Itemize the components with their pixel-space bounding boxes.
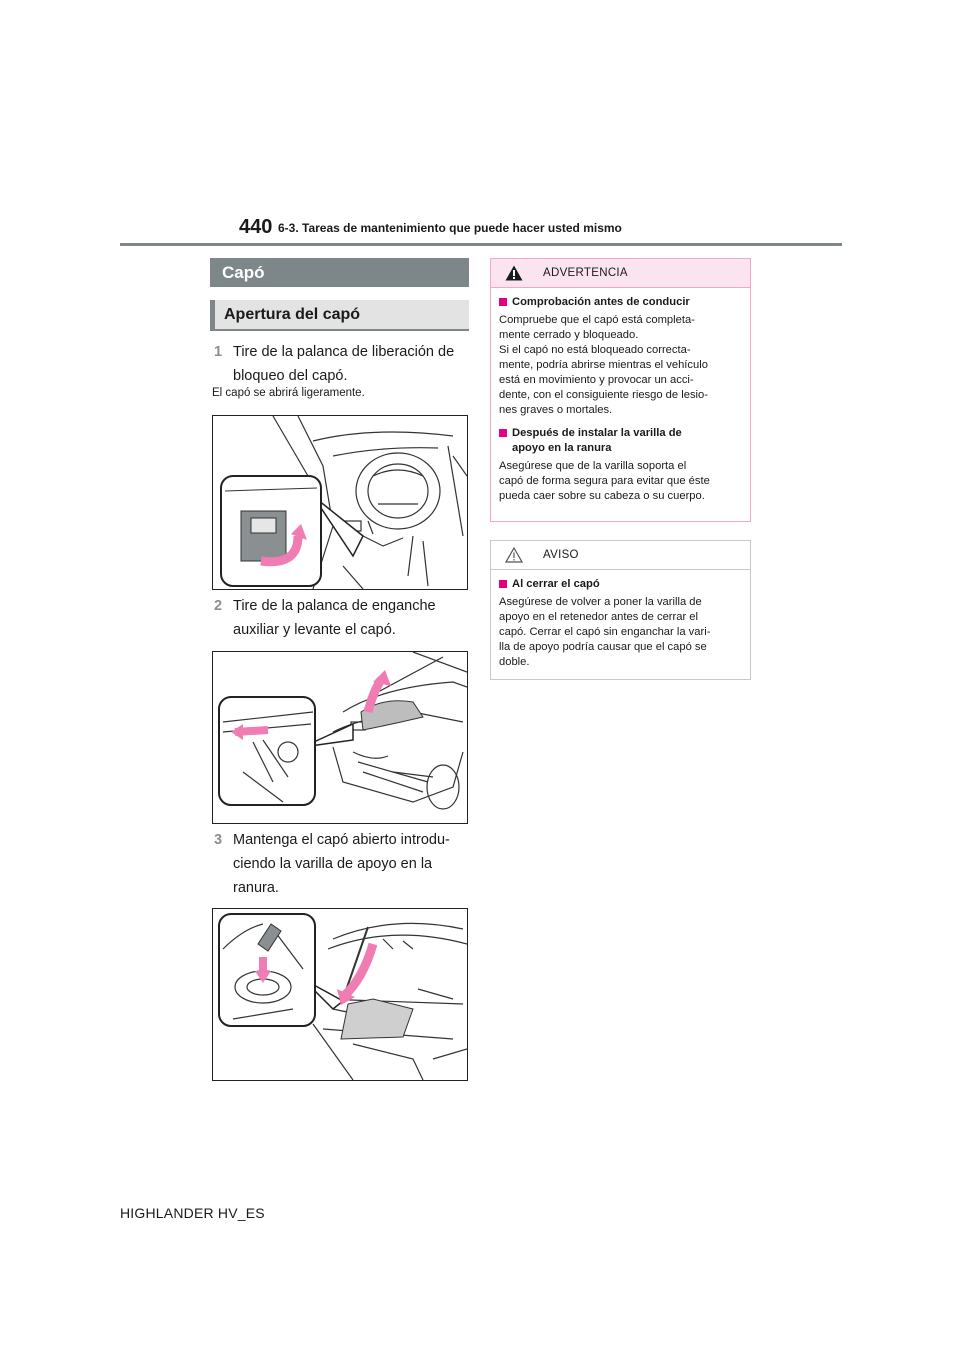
step-number: 3 (214, 832, 223, 848)
bullet-square-icon (499, 298, 507, 306)
step-1 (214, 340, 476, 388)
step-number: 2 (214, 598, 223, 614)
step-line: ciendo la varilla de apoyo en la (233, 856, 433, 872)
step-line: ranura. (233, 880, 279, 896)
bullet-square-icon (499, 429, 507, 437)
step-note: El capó se abrirá ligeramente. (212, 387, 365, 399)
warning-item-title (499, 426, 742, 456)
step-line: Tire de la palanca de enganche (233, 598, 436, 614)
warning-triangle-icon (505, 265, 523, 281)
step-3 (214, 828, 476, 900)
step-line: Mantenga el capó abierto introdu- (233, 832, 450, 848)
notice-item-title-text: Al cerrar el capó (512, 578, 600, 590)
warning-item-title-text: Después de instalar la varilla de apoyo en la ranura (512, 427, 682, 454)
chapter-title: 6-3. Tareas de mantenimiento que puede hacer usted mismo (278, 221, 622, 235)
caution-triangle-icon (505, 547, 523, 563)
warning-label: ADVERTENCIA (543, 267, 628, 279)
notice-header (491, 541, 750, 570)
warning-item-text: Asegúrese que de la varilla soporta el capó de forma segura para evitar que éste pueda caer sobre su cabeza o su cuerpo. (499, 460, 710, 502)
page-number: 440 (239, 216, 273, 238)
bullet-square-icon (499, 580, 507, 588)
hood-release-illustration (212, 415, 468, 590)
warning-box (490, 258, 751, 522)
warning-item-title-text: Comprobación antes de conducir (512, 296, 690, 308)
step-line: Tire de la palanca de liberación de (233, 344, 455, 360)
support-rod-illustration (212, 908, 468, 1081)
notice-item-title (499, 577, 742, 592)
step-number: 1 (214, 344, 223, 360)
header-divider (120, 243, 842, 246)
auxiliary-catch-illustration (212, 651, 468, 824)
notice-item-text: Asegúrese de volver a poner la varilla de apoyo en el retenedor antes de cerrar el capó. Cerrar el capó sin enganchar la vari- lla de apoyo podría causar que el capó se doble. (499, 596, 711, 668)
step-line: bloqueo del capó. (233, 368, 348, 384)
notice-box (490, 540, 751, 680)
step-line: auxiliar y levante el capó. (233, 622, 396, 638)
warning-header (491, 259, 750, 288)
warning-item-text: Compruebe que el capó está completa- mente cerrado y bloqueado. Si el capó no está bloqueado correcta- mente, podría abrirse mientras el vehículo está en movimiento y provocar un acci- dente, con el consiguiente riesgo de lesio- nes graves o mortales. (499, 314, 708, 416)
step-2 (214, 594, 476, 642)
subsection-heading: Apertura del capó (210, 300, 469, 331)
notice-label: AVISO (543, 549, 579, 561)
footer-model: HIGHLANDER HV_ES (120, 1205, 265, 1221)
section-heading: Capó (210, 258, 469, 287)
warning-item-title (499, 295, 742, 310)
